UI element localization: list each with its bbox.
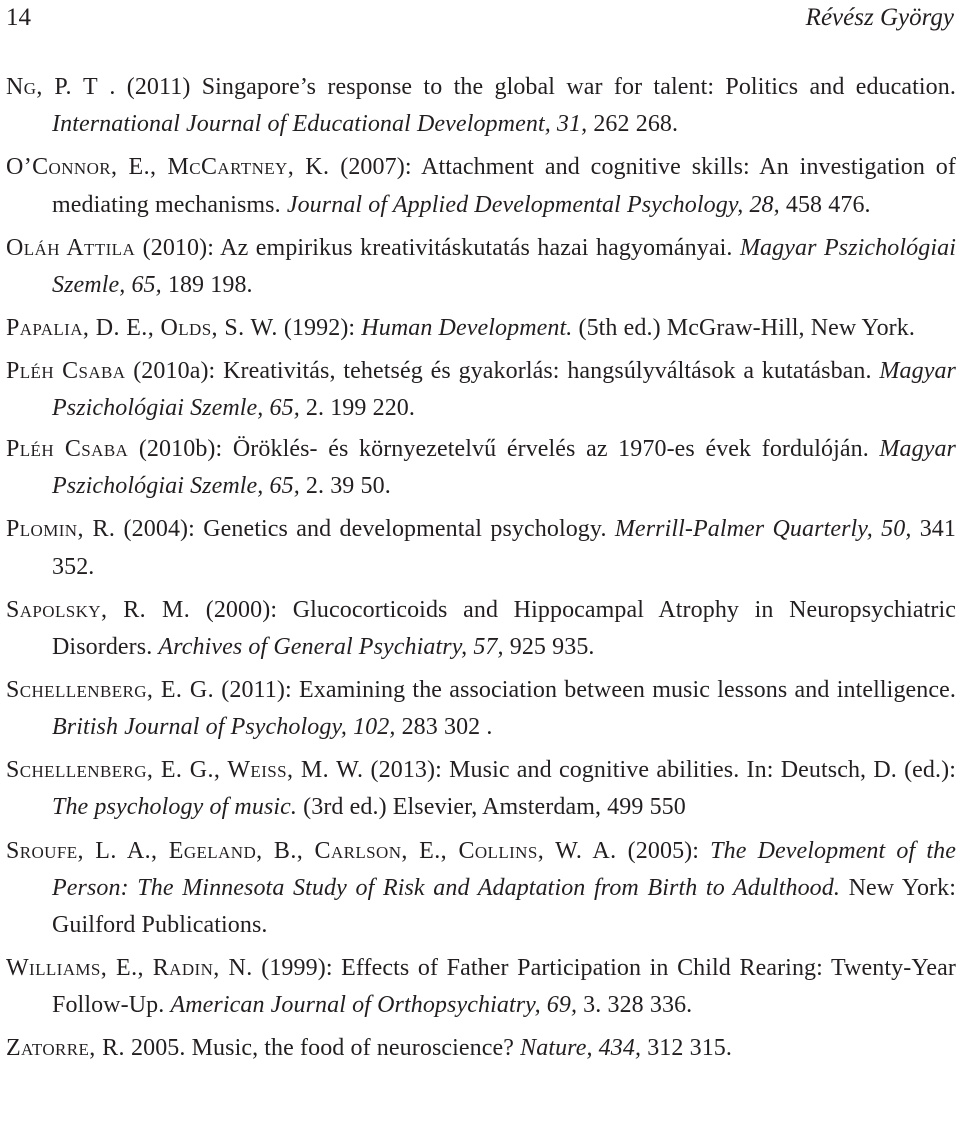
reference-source: Archives of General Psychiatry, 57,: [158, 633, 504, 660]
reference-pages: New York: Guilford Publications.: [52, 874, 957, 938]
reference-pages: 283 302 .: [395, 714, 493, 741]
reference-text: (1992):: [277, 314, 362, 341]
reference-pages: 2. 39 50.: [299, 473, 391, 500]
reference-authors: Williams, E., Radin, N.: [6, 955, 253, 982]
reference-pages: 341 352.: [52, 516, 957, 580]
reference-source: Merrill-Palmer Quarterly, 50,: [614, 516, 912, 543]
reference-text: (2007): Attachment and cognitive skills: An investigation of mediating mechanisms.: [52, 154, 956, 218]
reference-pages: 312 315.: [641, 1035, 732, 1062]
reference-pages: 925 935.: [503, 633, 595, 660]
reference-source: American Journal of Orthopsychiatry, 69,: [170, 992, 578, 1019]
page-number: 14: [6, 4, 31, 31]
reference-source: Magyar Pszichológiai Szemle, 65,: [52, 234, 956, 298]
reference-pages: 262 268.: [587, 111, 679, 138]
reference-item: [6, 511, 956, 585]
reference-authors: Oláh Attila: [6, 234, 136, 261]
reference-source: Journal of Applied Developmental Psychology, 28,: [286, 191, 780, 218]
reference-pages: 2. 199 220.: [299, 395, 416, 422]
page-header: [6, 0, 954, 36]
reference-list: [6, 69, 956, 1073]
reference-source: British Journal of Psychology, 102,: [52, 714, 396, 741]
reference-pages: 458 476.: [779, 191, 871, 218]
reference-item: [6, 833, 956, 945]
reference-text: (2010): Az empirikus kreativitáskutatás hazai hagyományai.: [135, 234, 740, 261]
reference-source: Magyar Pszichológiai Szemle, 65,: [52, 436, 956, 500]
reference-item: [6, 950, 956, 1024]
reference-text: (2011): Examining the association between music lessons and intelligence.: [214, 676, 956, 703]
reference-item: [6, 149, 956, 223]
reference-authors: Schellenberg, E. G., Weiss, M. W.: [6, 757, 364, 784]
reference-authors: O’Connor, E., McCartney, K.: [6, 154, 330, 181]
reference-authors: Plomin, R.: [6, 516, 116, 543]
reference-item: [6, 752, 956, 826]
reference-pages: (3rd ed.) Elsevier, Amsterdam, 499 550: [297, 794, 686, 821]
reference-source: International Journal of Educational Development, 31,: [52, 111, 588, 138]
reference-pages: (5th ed.) McGraw-Hill, New York.: [572, 314, 915, 341]
reference-text: (2010b): Öröklés- és környezetelvű érvelés az 1970-es évek fordulóján.: [128, 436, 880, 463]
reference-item: [6, 69, 956, 143]
reference-text: (2010a): Kreativitás, tehetség és gyakorlás: hangsúlyváltások a kutatásban.: [125, 357, 880, 384]
reference-text: (2005):: [616, 837, 711, 864]
reference-authors: Zatorre, R.: [6, 1035, 125, 1062]
reference-source: The psychology of music.: [52, 794, 298, 821]
reference-authors: Sroufe, L. A., Egeland, B., Carlson, E., Collins, W. A.: [6, 837, 617, 864]
reference-item: [6, 592, 956, 666]
reference-source: Nature, 434,: [520, 1035, 642, 1062]
reference-text: 2005. Music, the food of neuroscience?: [124, 1035, 521, 1062]
reference-item: [6, 1030, 956, 1067]
reference-authors: Papalia, D. E., Olds, S. W.: [6, 314, 278, 341]
reference-text: (2013): Music and cognitive abilities. In: Deutsch, D. (ed.):: [363, 757, 956, 784]
reference-authors: Schellenberg, E. G.: [6, 676, 215, 703]
reference-authors: Ng, P. T: [6, 74, 99, 100]
reference-source: Human Development.: [361, 314, 573, 341]
reference-text: (2004): Genetics and developmental psychology.: [115, 516, 615, 543]
reference-text: (1999): Effects of Father Participation in Child Rearing: Twenty-Year Follow-Up.: [52, 955, 956, 1019]
reference-item: [6, 431, 956, 505]
reference-pages: 189 198.: [161, 271, 253, 298]
reference-authors: Sapolsky, R. M.: [6, 596, 191, 623]
reference-authors: Pléh Csaba: [6, 436, 129, 463]
reference-item: [6, 353, 956, 427]
reference-source: Magyar Pszichológiai Szemle, 65,: [52, 357, 956, 422]
reference-item: [6, 230, 956, 304]
reference-source: The Development of the Person: The Minnesota Study of Risk and Adaptation from Birth to Adulthood.: [52, 837, 956, 901]
reference-text: (2000): Glucocorticoids and Hippocampal Atrophy in Neuropsychiatric Disorders.: [52, 596, 956, 660]
reference-item: [6, 672, 956, 746]
reference-item: [6, 310, 956, 347]
reference-pages: 3. 328 336.: [577, 992, 693, 1019]
running-head: Révész György: [805, 4, 954, 31]
reference-authors: Pléh Csaba: [6, 357, 126, 384]
reference-text: . (2011) Singapore’s response to the global war for talent: Politics and education.: [98, 74, 956, 100]
